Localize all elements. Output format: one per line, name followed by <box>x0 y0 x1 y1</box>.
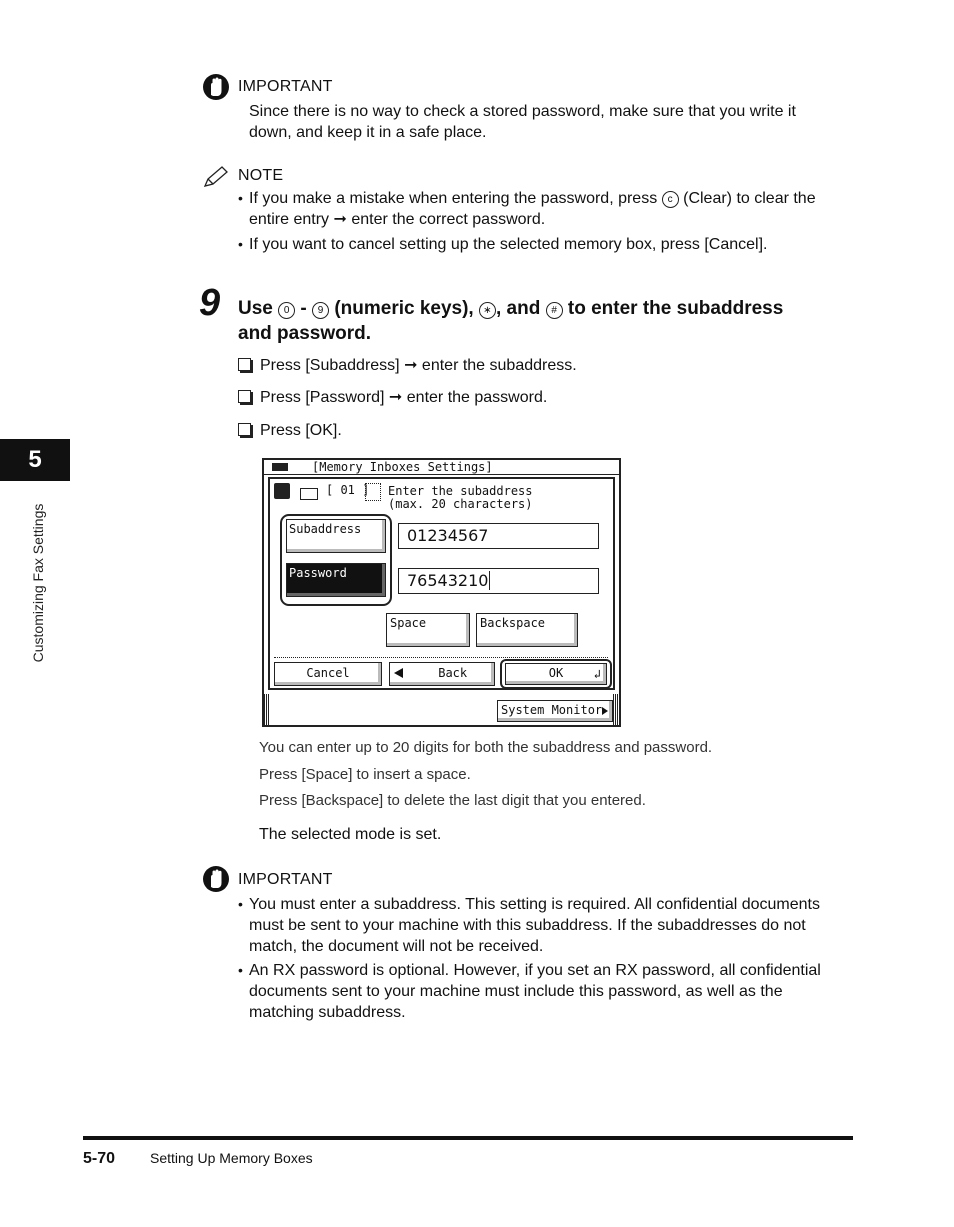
step-title-text: and password. <box>238 323 372 344</box>
system-monitor-label: System Monitor <box>501 703 603 717</box>
system-monitor-button[interactable] <box>497 700 613 722</box>
step-title-text: (numeric keys), <box>334 298 474 319</box>
note-bullet-text: entire entry ➞ enter the correct password. <box>249 211 546 228</box>
important-bullet-text: An RX password is optional. However, if you set an RX password, all confidential <box>249 962 821 979</box>
screen-title: [Memory Inboxes Settings] <box>312 460 493 474</box>
text-cursor <box>489 571 490 590</box>
ok-button[interactable] <box>505 663 607 685</box>
important-heading: IMPORTANT <box>238 871 333 888</box>
info-line: Press [Backspace] to delete the last digit that you entered. <box>259 792 646 809</box>
step-substep <box>238 387 547 408</box>
important-bullet-text: must be sent to your machine with this subaddress. If the subaddresses do not <box>249 917 806 934</box>
important-bullet-text: matching subaddress. <box>249 1004 406 1021</box>
box-number: [ 01 ] <box>326 483 370 497</box>
star-key-icon: ∗ <box>479 302 496 319</box>
pointing-hand-icon <box>365 483 381 501</box>
left-arrow-icon <box>394 668 403 678</box>
inbox-icon <box>274 483 290 499</box>
ok-label: OK <box>548 666 564 680</box>
footer-rule <box>83 1136 853 1140</box>
note-bullet-text: (Clear) to clear the <box>683 190 816 207</box>
note-heading: NOTE <box>238 167 284 184</box>
instruction-line: (max. 20 characters) <box>388 497 533 511</box>
step-title-text: to enter the subaddress <box>567 298 784 319</box>
chapter-side-label: Customizing Fax Settings <box>30 503 46 663</box>
step-substep <box>238 355 577 376</box>
info-line: Press [Space] to insert a space. <box>259 766 471 783</box>
checkbox-icon <box>238 423 251 436</box>
enter-icon: ↲ <box>593 667 601 681</box>
important-hand-icon <box>203 866 229 892</box>
divider <box>274 657 608 658</box>
important-text-line: Since there is no way to check a stored password, make sure that you write it <box>249 103 796 120</box>
important-text-line: down, and keep it in a safe place. <box>249 124 487 141</box>
step-title <box>238 296 858 346</box>
important-heading: IMPORTANT <box>238 78 333 95</box>
substep-text: Press [Password] ➞ enter the password. <box>260 389 548 406</box>
memory-box-icon <box>272 463 288 471</box>
subaddress-field[interactable]: 01234567 <box>398 523 599 549</box>
keyboard-icon <box>300 488 318 500</box>
password-field[interactable] <box>398 568 599 594</box>
important-hand-icon <box>203 74 229 100</box>
checkbox-icon <box>238 390 251 403</box>
hash-key-icon: # <box>546 302 563 319</box>
note-bullet-text: If you want to cancel setting up the selected memory box, press [Cancel]. <box>249 236 768 253</box>
instruction <box>388 485 533 511</box>
back-label: Back <box>438 666 468 680</box>
info-line: You can enter up to 20 digits for both the subaddress and password. <box>259 739 713 756</box>
key-9-icon: 9 <box>312 302 329 319</box>
step-substep <box>238 420 342 441</box>
note-bullet-text: If you make a mistake when entering the password, press <box>249 190 658 207</box>
step-title-text: Use <box>238 298 273 319</box>
bottom-bar-hatch <box>264 694 270 725</box>
password-button[interactable]: Password <box>286 563 386 597</box>
step-title-text: - <box>300 298 307 319</box>
page-number: 5-70 <box>83 1150 116 1167</box>
note-bullet: • If you want to cancel setting up the selected memory box, press [Cancel]. <box>238 236 768 253</box>
backspace-button[interactable]: Backspace <box>476 613 578 647</box>
space-button[interactable]: Space <box>386 613 470 647</box>
password-value: 76543210 <box>407 571 489 590</box>
right-arrow-icon <box>602 707 608 715</box>
instruction-line: Enter the subaddress <box>388 484 533 498</box>
step-number: 9 <box>199 282 221 324</box>
step-title-text: , and <box>496 298 541 319</box>
clear-key-icon: c <box>662 191 679 208</box>
main-panel <box>268 477 615 690</box>
important-bullet: • You must enter a subaddress. This setting is required. All confidential documents must be sent to your machine with this subaddress. If the subaddresses do not match, the document will not be received. <box>238 896 820 955</box>
note-bullet: • If you make a mistake when entering the password, press c (Clear) to clear the entire entry ➞ enter the correct password. <box>238 190 816 228</box>
result-text: The selected mode is set. <box>259 826 442 843</box>
substep-text: Press [Subaddress] ➞ enter the subaddress. <box>260 357 577 374</box>
key-0-icon: 0 <box>278 302 295 319</box>
back-button[interactable] <box>389 662 495 686</box>
cancel-button[interactable]: Cancel <box>274 662 382 686</box>
important-bullet: • An RX password is optional. However, if you set an RX password, all confidential documents sent to your machine must include this password, as well as the matching subaddress. <box>238 962 821 1021</box>
important-bullet-text: documents sent to your machine must include this password, as well as the <box>249 983 783 1000</box>
important-bullet-text: match, the document will not be received. <box>249 938 544 955</box>
subaddress-button[interactable]: Subaddress <box>286 519 386 553</box>
chapter-tab: 5 <box>0 439 70 481</box>
bottom-bar-hatch <box>613 694 619 725</box>
substep-text: Press [OK]. <box>260 422 342 439</box>
touch-panel-screen <box>262 458 621 727</box>
screen-title-bar <box>264 460 619 475</box>
checkbox-icon <box>238 358 251 371</box>
important-bullet-text: You must enter a subaddress. This setting is required. All confidential documents <box>249 896 820 913</box>
pencil-icon <box>202 165 230 194</box>
footer-title: Setting Up Memory Boxes <box>150 1150 313 1166</box>
